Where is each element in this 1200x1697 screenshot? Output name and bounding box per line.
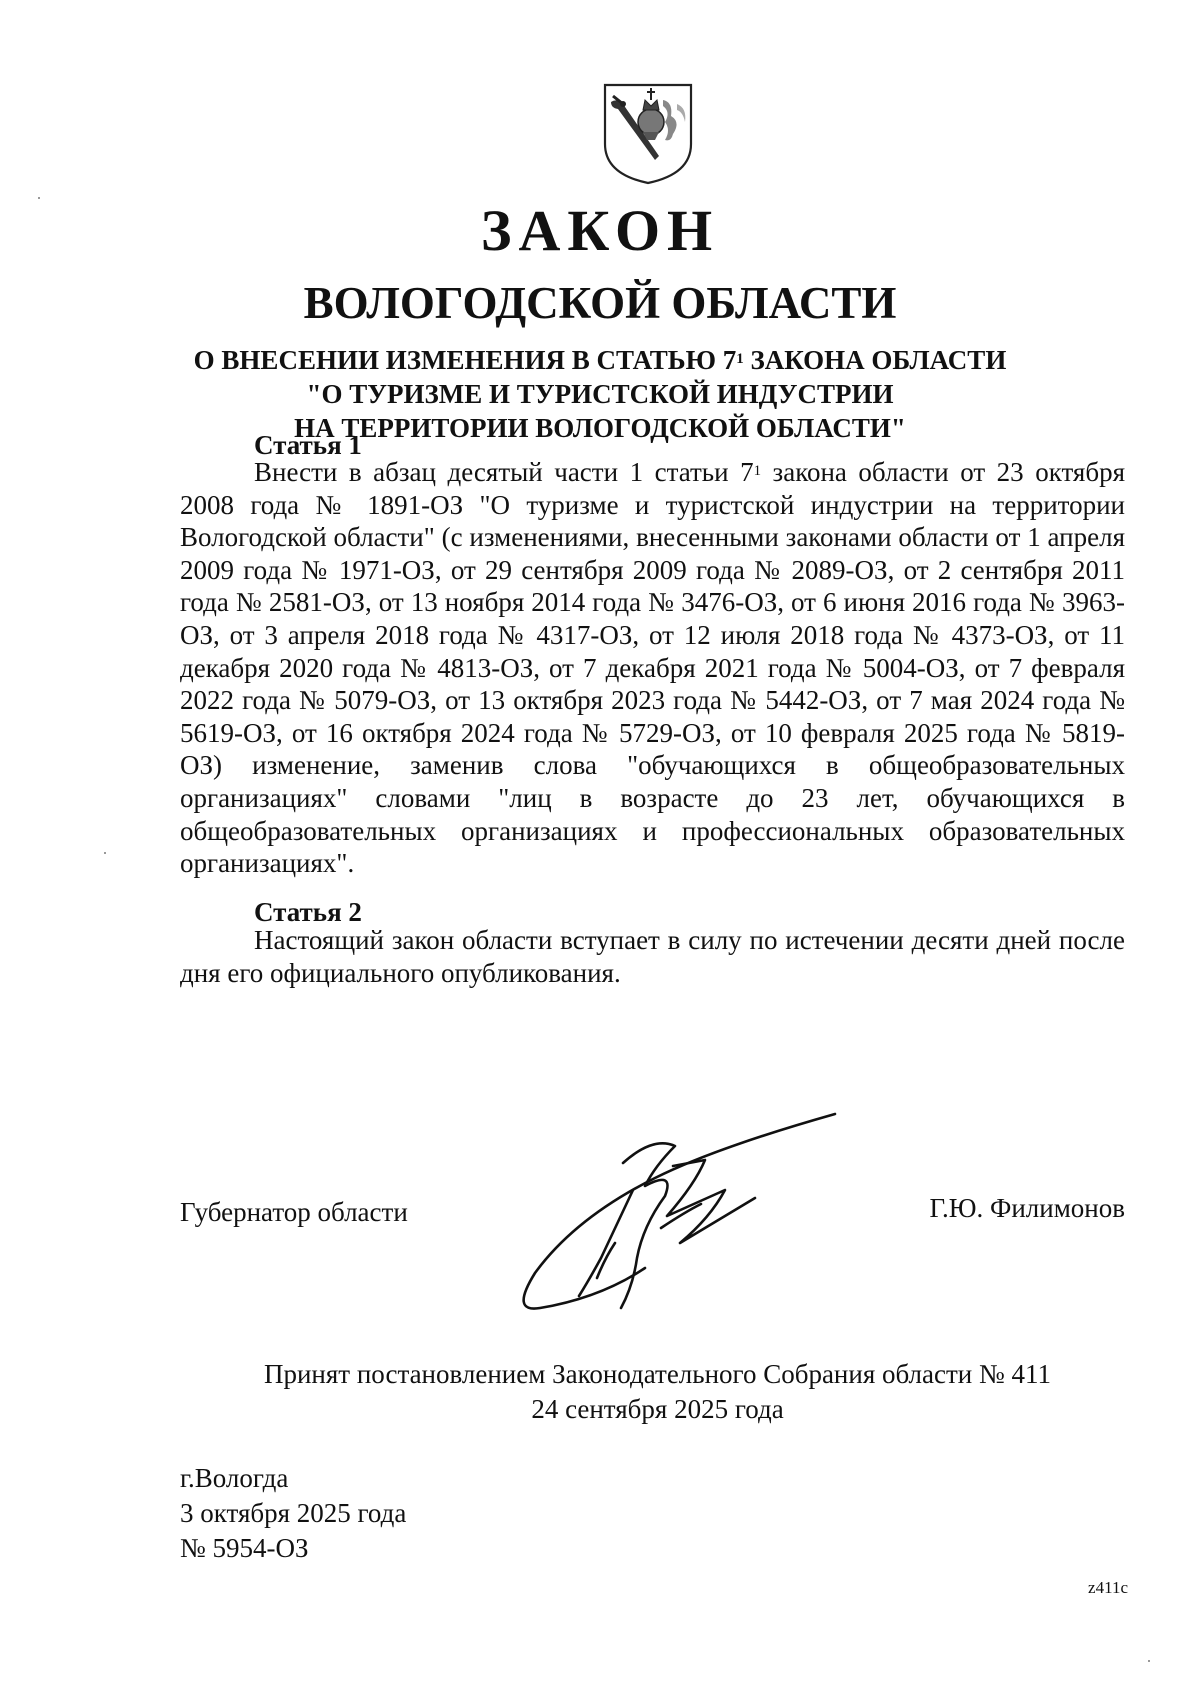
law-number: № 5954-ОЗ — [180, 1533, 309, 1563]
document-title: ЗАКОН — [480, 198, 720, 263]
document-region: ВОЛОГОДСКОЙ ОБЛАСТИ — [303, 278, 897, 328]
document-code: z411c — [1088, 1578, 1128, 1597]
adoption-note — [0, 1357, 1200, 1427]
law-date: 3 октября 2025 года — [180, 1498, 407, 1528]
place-and-date — [180, 1461, 406, 1566]
article-1-text — [180, 456, 1125, 880]
city: г.Вологда — [180, 1463, 289, 1493]
adoption-line-1: Принят постановлением Законодательного Собрания области № 411 — [263, 1359, 1052, 1389]
vologda-coat-of-arms-icon — [601, 82, 695, 186]
signatory-name: Г.Ю. Филимонов — [929, 1193, 1125, 1223]
subject-line-3: НА ТЕРРИТОРИИ ВОЛОГОДСКОЙ ОБЛАСТИ" — [294, 413, 906, 443]
subject-line-2: "О ТУРИЗМЕ И ТУРИСТСКОЙ ИНДУСТРИИ — [306, 379, 894, 409]
scan-speck — [104, 852, 106, 854]
article-1-paragraph: Внести в абзац десятый части 1 статьи $7^1$ закона области от 23 октября 2008 года № 1891-ОЗ "О туризме и туристской индустрии на территории Вологодской области" (с изменениями, внесенными законами области от 1 апреля 2009 года № 1971-ОЗ, от 29 сентября 2009 года № 2089-ОЗ, от 2 сентября 2011 года № 2581-ОЗ, от 13 ноября 2014 года № 3476-ОЗ, от 6 июня 2016 года № 3963-ОЗ, от 3 апреля 2018 года № 4317-ОЗ, от 12 июля 2018 года № 4373-ОЗ, от 11 декабря 2020 года № 4813-ОЗ, от 7 декабря 2021 года № 5004-ОЗ, от 7 февраля 2022 года № 5079-ОЗ, от 13 октября 2023 года № 5442-ОЗ, от 7 мая 2024 года № 5619-ОЗ, от 16 октября 2024 года № 5729-ОЗ, от 10 февраля 2025 года № 5819-ОЗ) изменение, заменив слова "обучающихся в общеобразовательных организациях" словами "лиц в возрасте до 23 лет, обучающихся в общеобразовательных организациях и профессиональных образовательных организациях". — [180, 457, 1125, 879]
document-subject — [0, 343, 1200, 445]
subject-line-1: О ВНЕСЕНИИ ИЗМЕНЕНИЯ В СТАТЬЮ $7^1$ ЗАКОНА ОБЛАСТИ — [193, 345, 1007, 375]
adoption-line-2: 24 сентября 2025 года — [531, 1394, 784, 1424]
handwritten-signature — [505, 1108, 840, 1333]
signatory-position: Губернатор области — [180, 1197, 408, 1227]
article-2-paragraph: Настоящий закон области вступает в силу по истечении десяти дней после дня его официального опубликования. — [180, 925, 1125, 988]
article-1-heading: Статья 1 — [254, 430, 362, 460]
scan-speck — [1148, 1660, 1150, 1662]
scan-speck — [38, 197, 40, 199]
article-2-heading: Статья 2 — [254, 897, 362, 927]
article-2-text — [180, 924, 1125, 989]
